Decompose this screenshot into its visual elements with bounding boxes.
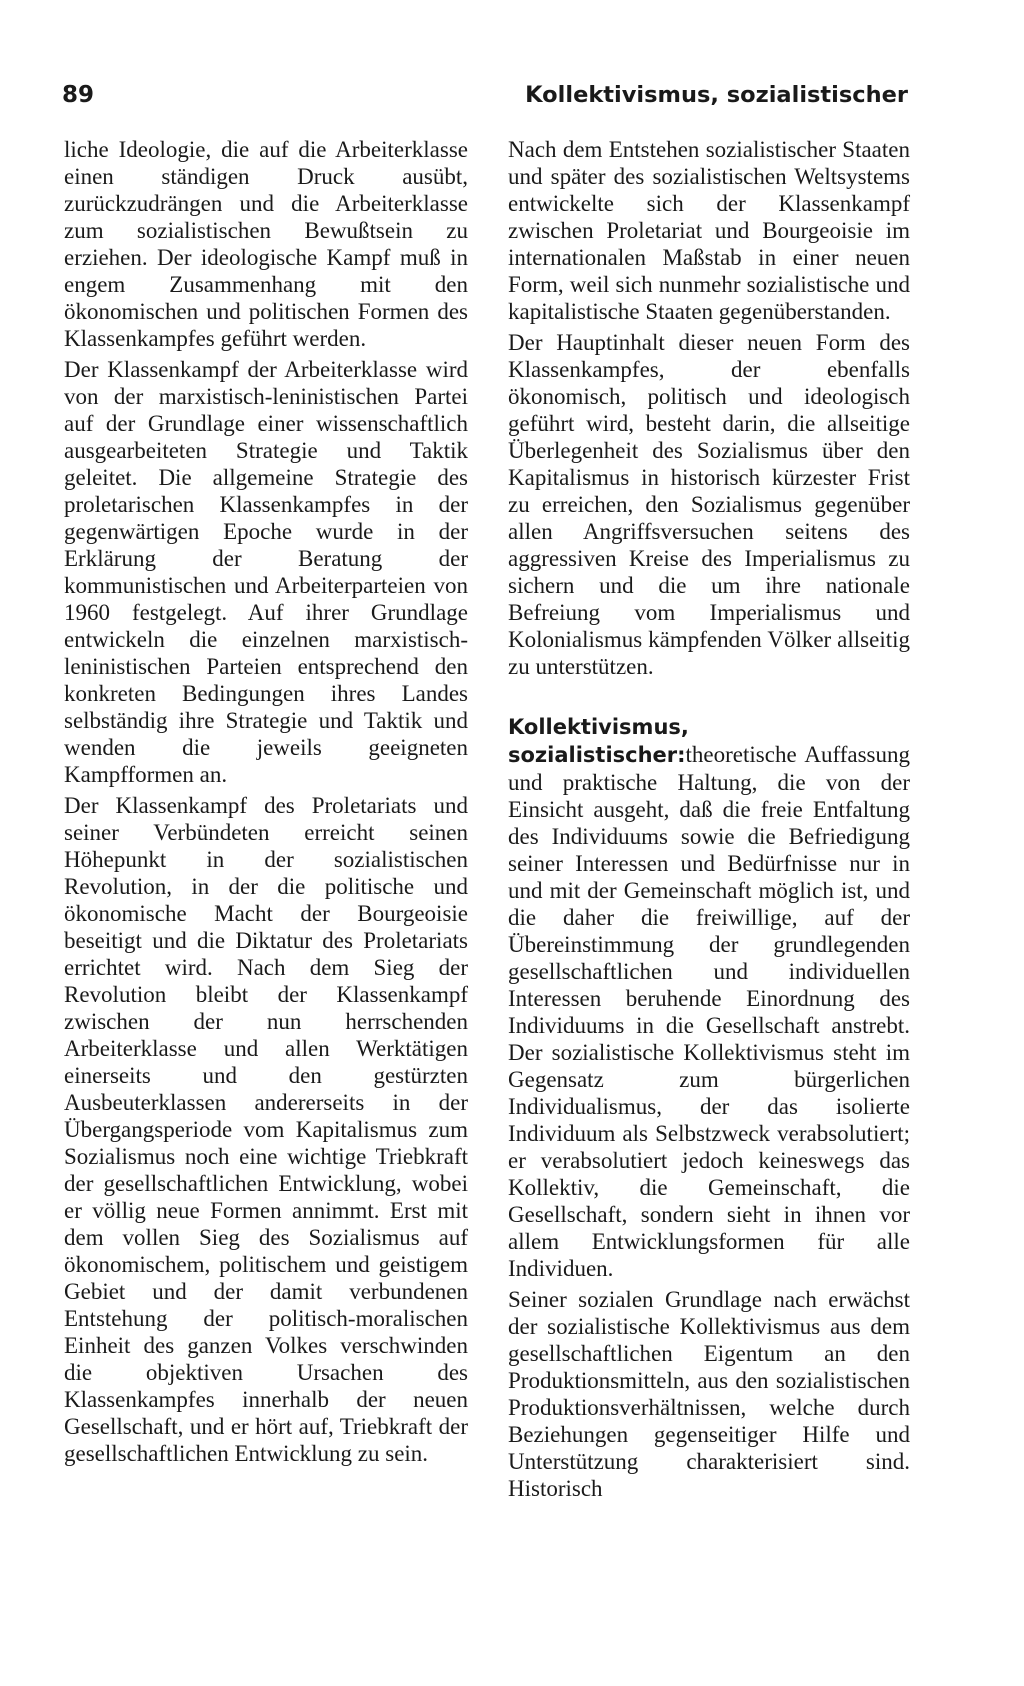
right-column xyxy=(508,136,910,1506)
paragraph: Der Klassenkampf der Arbeiterklasse wird von der marxistisch-leninistischen Partei auf der Grundlage einer wissenschaftlich ausgearbeiteten Strategie und Taktik geleitet. Die allgemeine Strategie des proletarischen Klassenkampfes in der gegenwärtigen Epoche wurde in der Erklärung der Beratung der kommunistischen und Arbeiterparteien von 1960 festgelegt. Auf ihrer Grundlage entwickeln die einzelnen marxistisch-leninistischen Parteien entsprechend den konkreten Bedingungen ihres Landes selbständig ihre Strategie und Taktik und wenden die jeweils geeigneten Kampfformen an. xyxy=(64,357,468,787)
paragraph: Nach dem Entstehen sozialistischer Staaten und später des sozialistischen Weltsystems entwickelte sich der Klassenkampf zwischen Proletariat und Bourgeoisie im internationalen Maßstab in einer neuen Form, weil sich nunmehr sozialistische und kapitalistische Staaten gegenüberstanden. xyxy=(508,137,910,324)
running-head: Kollektivismus, sozialistischer xyxy=(525,82,908,108)
dictionary-entry xyxy=(508,713,910,1282)
paragraph: Seiner sozialen Grundlage nach erwächst der sozialistische Kollektivismus aus dem gesellschaftlichen Eigentum an den Produktionsmitteln, aus den sozialistischen Produktionsverhältnissen, welche durch Beziehungen gegenseitiger Hilfe und Unterstützung charakterisiert sind. Historisch xyxy=(508,1287,910,1501)
paragraph: Der Hauptinhalt dieser neuen Form des Klassenkampfes, der ebenfalls ökonomisch, politisch und ideologisch geführt wird, besteht darin, die allseitige Überlegenheit des Sozialismus über den Kapitalismus in historisch kürzester Frist zu erreichen, den Sozialismus gegenüber allen Angriffsversuchen seitens des aggressiven Kreise des Imperialismus zu sichern und die um ihre nationale Befreiung vom Imperialismus und Kolonialismus kämpfenden Völker allseitig zu unterstützen. xyxy=(508,330,910,679)
entry-term: Kollektivismus, sozialistischer: xyxy=(508,715,689,767)
entry-definition: theoretische Auffassung und praktische Haltung, die von der Einsicht ausgeht, daß die freie Entfaltung des Individuums sowie die Befriedigung seiner Interessen und Bedürfnisse nur in und mit der Gemeinschaft möglich ist, und die daher die freiwillige, auf der Übereinstimmung der grundlegenden gesellschaftlichen und individuellen Interessen beruhende Einordnung des Individuums in die Gesellschaft anstrebt. Der sozialistische Kollektivismus steht im Gegensatz zum bürgerlichen Individualismus, der das isolierte Individuum als Selbstzweck verabsolutiert; er verabsolutiert jedoch keineswegs das Kollektiv, die Gemeinschaft, die Gesellschaft, sondern sieht in ihnen vor allem Entwicklungsformen für alle Individuen. xyxy=(508,742,910,1281)
paragraph: Der Klassenkampf des Proletariats und seiner Verbündeten erreicht seinen Höhepunkt in der sozialistischen Revolution, in der die politische und ökonomische Macht der Bourgeoisie beseitigt und die Diktatur des Proletariats errichtet wird. Nach dem Sieg der Revolution bleibt der Klassenkampf zwischen der nun herrschenden Arbeiterklasse und allen Werktätigen einerseits und den gestürzten Ausbeuterklassen andererseits in der Übergangsperiode vom Kapitalismus zum Sozialismus noch eine wichtige Triebkraft der gesellschaftlichen Entwicklung, wobei er völlig neue Formen annimmt. Erst mit dem vollen Sieg des Sozialismus auf ökonomischem, politischem und geistigem Gebiet und der damit verbundenen Entstehung der politisch-moralischen Einheit des ganzen Volkes verschwinden die objektiven Ursachen des Klassenkampfes innerhalb der neuen Gesellschaft, und er hört auf, Triebkraft der gesellschaftlichen Entwicklung zu sein. xyxy=(64,793,468,1466)
page-number: 89 xyxy=(62,82,95,108)
paragraph: liche Ideologie, die auf die Arbeiterklasse einen ständigen Druck ausübt, zurückzudrängen und die Arbeiterklasse zum sozialistischen Bewußtsein zu erziehen. Der ideologische Kampf muß in engem Zusammenhang mit den ökonomischen und politischen Formen des Klassenkampfes geführt werden. xyxy=(64,137,468,351)
left-column xyxy=(64,136,468,1471)
page-header xyxy=(62,82,908,122)
